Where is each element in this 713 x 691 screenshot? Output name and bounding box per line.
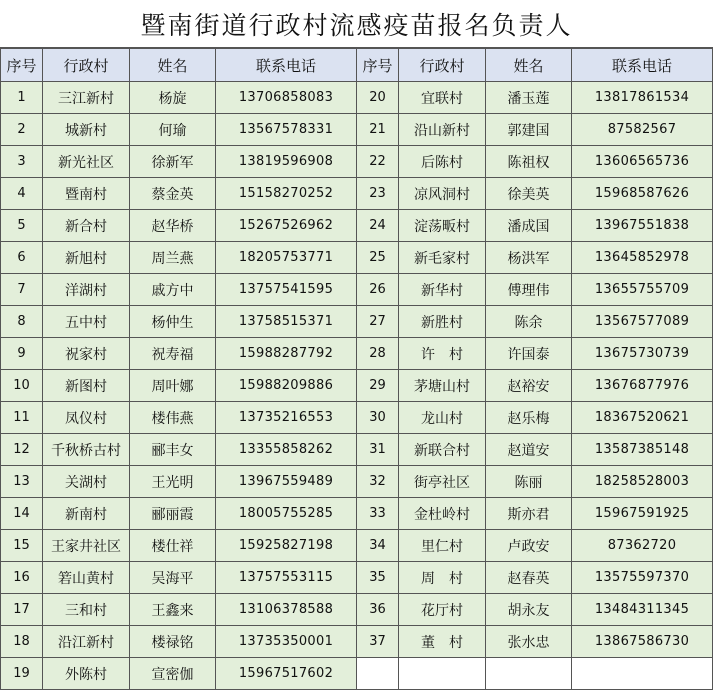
cell-village: 宜联村 — [399, 82, 486, 114]
cell-phone: 15968587626 — [572, 178, 713, 210]
cell-village: 花厅村 — [399, 594, 486, 626]
cell-phone: 18258528003 — [572, 466, 713, 498]
cell-phone: 13819596908 — [216, 146, 357, 178]
table-row — [1, 114, 713, 146]
cell-name: 张水忠 — [486, 626, 572, 658]
cell-no: 20 — [357, 82, 399, 114]
cell-name: 楼伟燕 — [130, 402, 216, 434]
cell-no: 26 — [357, 274, 399, 306]
cell-village: 里仁村 — [399, 530, 486, 562]
cell-phone: 87362720 — [572, 530, 713, 562]
cell-village: 沿江新村 — [43, 626, 130, 658]
cell-village: 新图村 — [43, 370, 130, 402]
cell-name: 郦丽霞 — [130, 498, 216, 530]
table-row — [1, 370, 713, 402]
cell-name: 斯亦君 — [486, 498, 572, 530]
cell-no: 7 — [1, 274, 43, 306]
cell-no: 27 — [357, 306, 399, 338]
cell-name: 胡永友 — [486, 594, 572, 626]
cell-phone: 15988287792 — [216, 338, 357, 370]
cell-village: 周 村 — [399, 562, 486, 594]
header-village: 行政村 — [43, 49, 130, 82]
header-no: 序号 — [357, 49, 399, 82]
cell-no: 4 — [1, 178, 43, 210]
cell-name: 陈祖权 — [486, 146, 572, 178]
table-row — [1, 594, 713, 626]
cell-name: 楼禄铭 — [130, 626, 216, 658]
cell-phone: 18205753771 — [216, 242, 357, 274]
cell-village: 金杜岭村 — [399, 498, 486, 530]
cell-village: 三和村 — [43, 594, 130, 626]
cell-phone: 13106378588 — [216, 594, 357, 626]
cell-phone: 13645852978 — [572, 242, 713, 274]
cell-name: 赵道安 — [486, 434, 572, 466]
cell-no: 16 — [1, 562, 43, 594]
empty-cell — [357, 658, 399, 690]
cell-name: 潘成国 — [486, 210, 572, 242]
cell-village: 凤仪村 — [43, 402, 130, 434]
cell-village: 关湖村 — [43, 466, 130, 498]
table-row — [1, 146, 713, 178]
cell-village: 新联合村 — [399, 434, 486, 466]
empty-cell — [399, 658, 486, 690]
cell-no: 32 — [357, 466, 399, 498]
cell-phone: 15967591925 — [572, 498, 713, 530]
cell-phone: 13484311345 — [572, 594, 713, 626]
cell-village: 千秋桥古村 — [43, 434, 130, 466]
cell-name: 杨洪军 — [486, 242, 572, 274]
table-row — [1, 434, 713, 466]
table-row — [1, 658, 713, 690]
header-phone: 联系电话 — [572, 49, 713, 82]
cell-name: 徐美英 — [486, 178, 572, 210]
cell-village: 新华村 — [399, 274, 486, 306]
cell-name: 楼仕祥 — [130, 530, 216, 562]
cell-name: 陈余 — [486, 306, 572, 338]
cell-no: 30 — [357, 402, 399, 434]
cell-no: 3 — [1, 146, 43, 178]
table-row — [1, 562, 713, 594]
cell-no: 33 — [357, 498, 399, 530]
cell-name: 蔡金英 — [130, 178, 216, 210]
cell-village: 箬山黄村 — [43, 562, 130, 594]
cell-name: 赵华桥 — [130, 210, 216, 242]
cell-name: 卢政安 — [486, 530, 572, 562]
cell-no: 25 — [357, 242, 399, 274]
cell-no: 14 — [1, 498, 43, 530]
cell-name: 戚方中 — [130, 274, 216, 306]
cell-village: 新胜村 — [399, 306, 486, 338]
cell-name: 傅理伟 — [486, 274, 572, 306]
cell-village: 龙山村 — [399, 402, 486, 434]
cell-name: 王光明 — [130, 466, 216, 498]
cell-village: 洋湖村 — [43, 274, 130, 306]
table-row — [1, 242, 713, 274]
cell-no: 6 — [1, 242, 43, 274]
cell-village: 茅塘山村 — [399, 370, 486, 402]
cell-name: 何瑜 — [130, 114, 216, 146]
cell-village: 新旭村 — [43, 242, 130, 274]
cell-no: 22 — [357, 146, 399, 178]
cell-name: 吴海平 — [130, 562, 216, 594]
cell-village: 沿山新村 — [399, 114, 486, 146]
cell-no: 36 — [357, 594, 399, 626]
cell-village: 许 村 — [399, 338, 486, 370]
cell-phone: 13817861534 — [572, 82, 713, 114]
cell-village: 城新村 — [43, 114, 130, 146]
header-phone: 联系电话 — [216, 49, 357, 82]
cell-name: 杨旋 — [130, 82, 216, 114]
cell-phone: 18005755285 — [216, 498, 357, 530]
cell-village: 三江新村 — [43, 82, 130, 114]
cell-no: 18 — [1, 626, 43, 658]
cell-village: 外陈村 — [43, 658, 130, 690]
cell-phone: 13676877976 — [572, 370, 713, 402]
cell-no: 8 — [1, 306, 43, 338]
cell-phone: 13655755709 — [572, 274, 713, 306]
cell-no: 9 — [1, 338, 43, 370]
cell-phone: 13567578331 — [216, 114, 357, 146]
header-row — [1, 49, 713, 82]
cell-phone: 13867586730 — [572, 626, 713, 658]
cell-phone: 13967559489 — [216, 466, 357, 498]
cell-no: 1 — [1, 82, 43, 114]
cell-phone: 13567577089 — [572, 306, 713, 338]
cell-name: 赵裕安 — [486, 370, 572, 402]
cell-village: 新毛家村 — [399, 242, 486, 274]
cell-name: 周兰燕 — [130, 242, 216, 274]
cell-phone: 15267526962 — [216, 210, 357, 242]
cell-no: 10 — [1, 370, 43, 402]
cell-village: 祝家村 — [43, 338, 130, 370]
cell-name: 潘玉莲 — [486, 82, 572, 114]
cell-village: 新南村 — [43, 498, 130, 530]
cell-name: 郦丰女 — [130, 434, 216, 466]
table-row — [1, 402, 713, 434]
cell-phone: 13606565736 — [572, 146, 713, 178]
cell-phone: 13967551838 — [572, 210, 713, 242]
header-name: 姓名 — [486, 49, 572, 82]
table-row — [1, 530, 713, 562]
cell-no: 15 — [1, 530, 43, 562]
cell-phone: 13587385148 — [572, 434, 713, 466]
cell-phone: 13758515371 — [216, 306, 357, 338]
cell-name: 陈丽 — [486, 466, 572, 498]
cell-no: 21 — [357, 114, 399, 146]
cell-name: 王鑫来 — [130, 594, 216, 626]
table-row — [1, 306, 713, 338]
cell-no: 28 — [357, 338, 399, 370]
cell-phone: 13575597370 — [572, 562, 713, 594]
cell-phone: 18367520621 — [572, 402, 713, 434]
cell-no: 11 — [1, 402, 43, 434]
cell-village: 暨南村 — [43, 178, 130, 210]
cell-no: 19 — [1, 658, 43, 690]
cell-name: 宣密伽 — [130, 658, 216, 690]
cell-village: 五中村 — [43, 306, 130, 338]
cell-phone: 15158270252 — [216, 178, 357, 210]
cell-phone: 13735216553 — [216, 402, 357, 434]
cell-phone: 13757553115 — [216, 562, 357, 594]
cell-village: 新合村 — [43, 210, 130, 242]
header-village: 行政村 — [399, 49, 486, 82]
cell-village: 王家井社区 — [43, 530, 130, 562]
cell-no: 31 — [357, 434, 399, 466]
cell-name: 周叶娜 — [130, 370, 216, 402]
cell-no: 5 — [1, 210, 43, 242]
header-no: 序号 — [1, 49, 43, 82]
cell-no: 37 — [357, 626, 399, 658]
table-row — [1, 178, 713, 210]
cell-phone: 13757541595 — [216, 274, 357, 306]
cell-phone: 15988209886 — [216, 370, 357, 402]
cell-phone: 87582567 — [572, 114, 713, 146]
cell-village: 凉风洞村 — [399, 178, 486, 210]
cell-phone: 13735350001 — [216, 626, 357, 658]
cell-name: 徐新军 — [130, 146, 216, 178]
cell-no: 35 — [357, 562, 399, 594]
cell-no: 23 — [357, 178, 399, 210]
cell-name: 赵春英 — [486, 562, 572, 594]
cell-no: 13 — [1, 466, 43, 498]
table-row — [1, 626, 713, 658]
cell-no: 2 — [1, 114, 43, 146]
cell-name: 赵乐梅 — [486, 402, 572, 434]
cell-no: 12 — [1, 434, 43, 466]
cell-no: 24 — [357, 210, 399, 242]
empty-cell — [572, 658, 713, 690]
cell-phone: 15925827198 — [216, 530, 357, 562]
cell-name: 杨仲生 — [130, 306, 216, 338]
cell-village: 街亭社区 — [399, 466, 486, 498]
table-row — [1, 274, 713, 306]
cell-village: 新光社区 — [43, 146, 130, 178]
cell-phone: 13355858262 — [216, 434, 357, 466]
page-title: 暨南街道行政村流感疫苗报名负责人 — [0, 0, 713, 48]
cell-village: 董 村 — [399, 626, 486, 658]
cell-phone: 13706858083 — [216, 82, 357, 114]
header-name: 姓名 — [130, 49, 216, 82]
table-row — [1, 82, 713, 114]
cell-name: 许国泰 — [486, 338, 572, 370]
cell-name: 祝寿福 — [130, 338, 216, 370]
cell-village: 淀荡畈村 — [399, 210, 486, 242]
cell-phone: 13675730739 — [572, 338, 713, 370]
empty-cell — [486, 658, 572, 690]
cell-no: 17 — [1, 594, 43, 626]
table-row — [1, 338, 713, 370]
contact-table — [0, 48, 713, 690]
cell-no: 29 — [357, 370, 399, 402]
cell-village: 后陈村 — [399, 146, 486, 178]
table-row — [1, 498, 713, 530]
cell-no: 34 — [357, 530, 399, 562]
cell-name: 郭建国 — [486, 114, 572, 146]
table-row — [1, 466, 713, 498]
cell-phone: 15967517602 — [216, 658, 357, 690]
table-row — [1, 210, 713, 242]
